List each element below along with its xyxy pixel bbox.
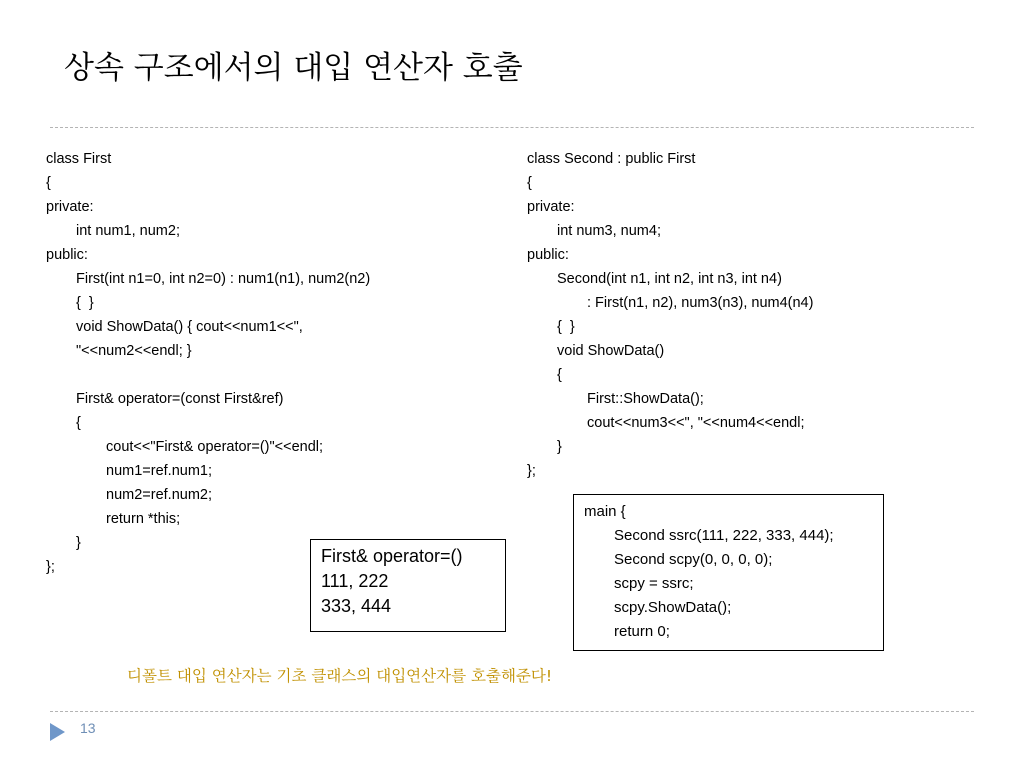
main-code-line: Second ssrc(111, 222, 333, 444);: [614, 527, 834, 544]
code-line: void ShowData(): [557, 343, 665, 359]
output-line: First& operator=(): [321, 546, 463, 566]
class-first-code: [46, 147, 370, 579]
code-line: };: [46, 559, 55, 575]
code-line: num2=ref.num2;: [106, 487, 212, 503]
code-line: public:: [46, 247, 88, 263]
code-line: }: [557, 439, 562, 455]
main-code-line: scpy.ShowData();: [614, 599, 732, 616]
code-line: {: [557, 367, 562, 383]
code-line: : First(n1, n2), num3(n3), num4(n4): [587, 295, 814, 311]
code-line-blank: [46, 363, 370, 387]
code-line: First& operator=(const First&ref): [76, 391, 284, 407]
main-code-line: return 0;: [614, 623, 670, 640]
summary-note: 디폴트 대입 연산자는 기초 클래스의 대입연산자를 호출해준다!: [127, 667, 553, 685]
main-function-box: [573, 494, 884, 651]
class-second-code: [527, 147, 813, 483]
code-line: cout<<num3<<", "<<num4<<endl;: [587, 415, 805, 431]
slide-title: 상속 구조에서의 대입 연산자 호출: [64, 50, 523, 86]
code-line: Second(int n1, int n2, int n3, int n4): [557, 271, 782, 287]
output-line: 111, 222: [321, 571, 389, 591]
code-line: cout<<"First& operator=()"<<endl;: [106, 439, 324, 455]
code-line: return *this;: [106, 511, 181, 527]
code-line: { }: [557, 319, 575, 335]
play-triangle-icon[interactable]: [50, 723, 65, 741]
code-line: {: [76, 415, 81, 431]
code-line: void ShowData() { cout<<num1<<",: [76, 319, 303, 335]
code-line: private:: [46, 199, 94, 215]
output-line: 333, 444: [321, 596, 392, 616]
page-number: 13: [80, 720, 96, 736]
main-code-line: main {: [584, 503, 626, 520]
code-line: int num1, num2;: [76, 223, 180, 239]
code-line: First::ShowData();: [587, 391, 704, 407]
code-line: { }: [76, 295, 94, 311]
main-code-line: Second scpy(0, 0, 0, 0);: [614, 551, 773, 568]
code-line: class Second : public First: [527, 151, 696, 167]
code-line: {: [527, 175, 532, 191]
code-line: "<<num2<<endl; }: [76, 343, 192, 359]
bottom-divider: [50, 711, 974, 712]
code-line: };: [527, 463, 536, 479]
code-line: public:: [527, 247, 569, 263]
program-output-box: [310, 539, 506, 632]
main-code-line: scpy = ssrc;: [614, 575, 694, 592]
code-line: class First: [46, 151, 112, 167]
code-line: {: [46, 175, 51, 191]
code-line: }: [76, 535, 81, 551]
code-line: int num3, num4;: [557, 223, 661, 239]
top-divider: [50, 127, 974, 128]
code-line: First(int n1=0, int n2=0) : num1(n1), num2(n2): [76, 271, 371, 287]
code-line: num1=ref.num1;: [106, 463, 212, 479]
code-line: private:: [527, 199, 575, 215]
